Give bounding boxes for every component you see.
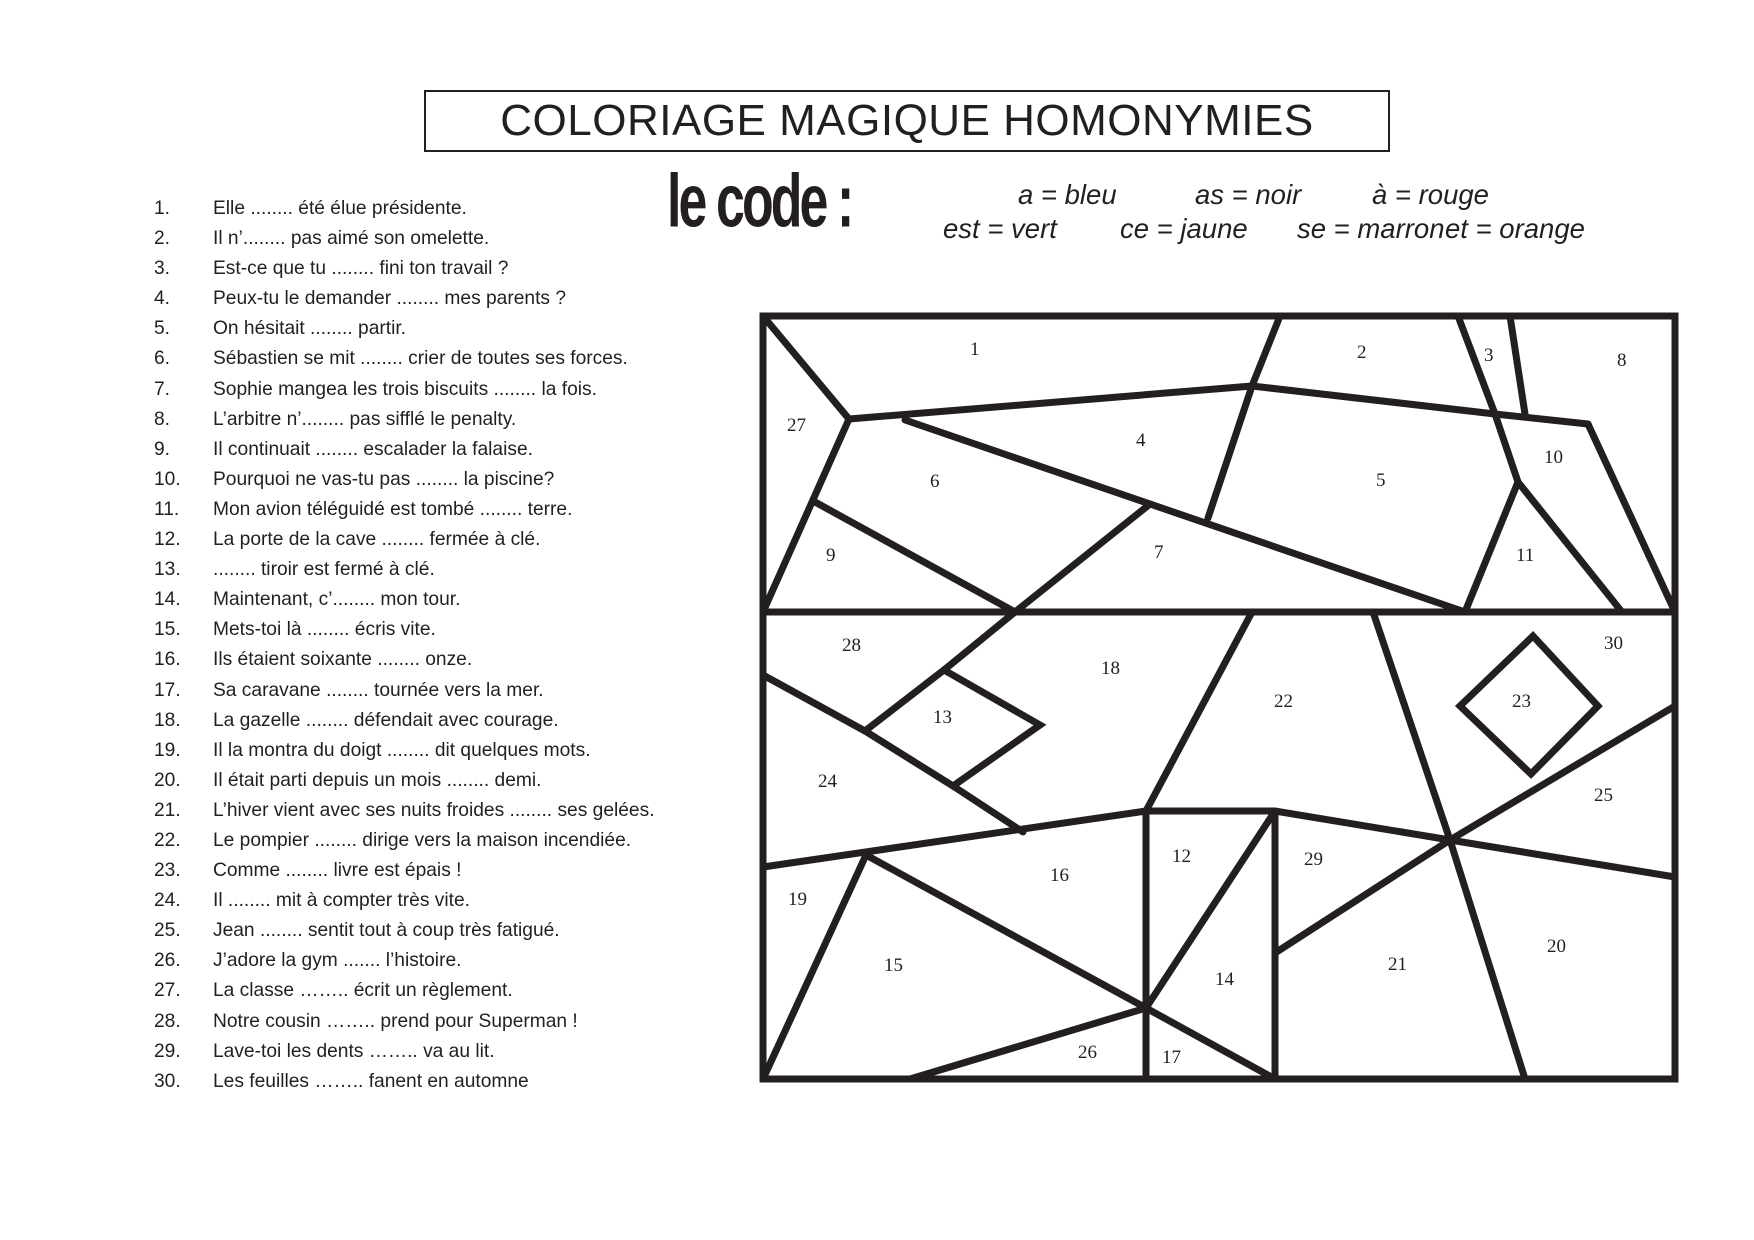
question-number: 6. — [154, 348, 171, 370]
line — [1146, 1008, 1275, 1079]
region-number: 30 — [1604, 633, 1623, 654]
question-number: 13. — [154, 559, 181, 581]
line — [905, 420, 1465, 612]
region-number: 1 — [970, 339, 980, 360]
line — [1252, 386, 1495, 414]
question-number: 20. — [154, 769, 181, 791]
region-number: 11 — [1516, 545, 1535, 566]
question-text: Mets-toi là ........ écris vite. — [213, 619, 436, 641]
question-number: 19. — [154, 739, 181, 761]
legend-item: as = noir — [1195, 179, 1302, 210]
question-number: 14. — [154, 589, 181, 611]
legend-item: ce = jaune — [1120, 213, 1248, 244]
line — [866, 855, 1146, 1008]
question-text: Il était parti depuis un mois ........ demi. — [213, 769, 542, 791]
region-number: 14 — [1215, 969, 1234, 990]
legend-item: a = bleu — [1018, 179, 1117, 210]
line — [1275, 840, 1450, 953]
question-text: Ils étaient soixante ........ onze. — [213, 649, 473, 671]
line — [763, 855, 866, 1079]
region-number: 24 — [818, 771, 837, 792]
question-number: 16. — [154, 649, 181, 671]
question-number: 28. — [154, 1010, 181, 1032]
region-number: 12 — [1172, 846, 1191, 867]
line — [1208, 386, 1252, 518]
question-text: Sophie mangea les trois biscuits ........ la fois. — [213, 378, 597, 400]
question-text: On hésitait ........ partir. — [213, 318, 407, 340]
region-number: 29 — [1304, 849, 1323, 870]
question-number: 11. — [154, 498, 180, 520]
region-number: 2 — [1357, 342, 1367, 363]
question-number: 29. — [154, 1040, 181, 1062]
question-text: Sa caravane ........ tournée vers la mer. — [213, 679, 544, 701]
line — [910, 1008, 1146, 1079]
question-number: 12. — [154, 529, 181, 551]
question-text: La porte de la cave ........ fermée à clé. — [213, 529, 541, 551]
question-text: Elle ........ été élue présidente. — [213, 198, 467, 219]
question-text: Comme ........ livre est épais ! — [213, 860, 462, 882]
region-number: 15 — [884, 955, 903, 976]
line — [1495, 414, 1588, 424]
question-text: Le pompier ........ dirige vers la maison incendiée. — [213, 829, 632, 851]
region-number: 6 — [930, 471, 940, 492]
line — [763, 811, 1146, 867]
region-number: 22 — [1274, 691, 1293, 712]
question-number: 24. — [154, 890, 181, 912]
region-number: 23 — [1512, 691, 1531, 712]
question-number: 30. — [154, 1070, 181, 1092]
question-text: J’adore la gym ....... l’histoire. — [213, 950, 462, 972]
question-number: 2. — [154, 228, 171, 250]
question-number: 23. — [154, 860, 181, 882]
region-number: 8 — [1617, 350, 1627, 371]
line — [1146, 811, 1275, 1008]
line — [1510, 316, 1525, 414]
region-number: 9 — [826, 545, 836, 566]
region-number: 28 — [842, 635, 861, 656]
legend-item: et = orange — [1445, 213, 1585, 244]
region-number: 27 — [787, 415, 806, 436]
line — [815, 502, 1015, 612]
question-text: Sébastien se mit ........ crier de toutes ses forces. — [213, 348, 628, 370]
question-number: 5. — [154, 318, 171, 340]
line — [1146, 612, 1252, 811]
code-title: le code : — [667, 159, 852, 244]
question-number: 4. — [154, 288, 171, 310]
line — [944, 612, 1015, 670]
page-title: COLORIAGE MAGIQUE HOMONYMIES — [500, 96, 1314, 145]
line — [1465, 482, 1518, 612]
line — [1373, 612, 1450, 840]
question-text: Il n’........ pas aimé son omelette. — [213, 228, 490, 250]
region-number: 26 — [1078, 1042, 1097, 1063]
question-text: Pourquoi ne vas-tu pas ........ la piscine? — [213, 468, 555, 490]
legend-item: à = rouge — [1372, 179, 1489, 210]
region-number: 25 — [1594, 785, 1613, 806]
question-number: 21. — [154, 799, 181, 821]
question-text: Jean ........ sentit tout à coup très fatigué. — [213, 920, 560, 942]
region-number: 5 — [1376, 470, 1386, 491]
line — [1252, 316, 1280, 386]
question-text: L’arbitre n’........ pas sifflé le penalty. — [213, 408, 517, 430]
question-text: L’hiver vient avec ses nuits froides ........ ses gelées. — [213, 799, 655, 821]
question-text: Notre cousin …….. prend pour Superman ! — [213, 1010, 578, 1032]
region-number: 7 — [1154, 542, 1164, 563]
question-text: Est-ce que tu ........ fini ton travail ? — [213, 258, 509, 280]
region-number: 3 — [1484, 345, 1494, 366]
question-number: 8. — [154, 408, 171, 430]
question-number: 15. — [154, 619, 181, 641]
question-text: Mon avion téléguidé est tombé ........ terre. — [213, 498, 573, 520]
question-number: 25. — [154, 920, 181, 942]
question-number: 22. — [154, 829, 181, 851]
question-text: La gazelle ........ défendait avec courage. — [213, 709, 559, 731]
region-number: 16 — [1050, 865, 1069, 886]
line — [1450, 840, 1525, 1079]
diamond-13 — [865, 670, 1040, 786]
region-number: 19 — [788, 889, 807, 910]
question-text: Maintenant, c’........ mon tour. — [213, 589, 461, 611]
region-number: 10 — [1544, 447, 1563, 468]
region-number: 4 — [1136, 430, 1146, 451]
question-text: Lave-toi les dents …….. va au lit. — [213, 1040, 495, 1062]
line — [953, 786, 1023, 832]
question-number: 17. — [154, 679, 181, 701]
region-number: 18 — [1101, 658, 1120, 679]
question-text: Il continuait ........ escalader la falaise. — [213, 438, 533, 460]
line — [763, 316, 849, 419]
line — [849, 386, 1252, 419]
question-text: Il ........ mit à compter très vite. — [213, 890, 470, 912]
question-number: 26. — [154, 950, 181, 972]
legend-item: se = marron — [1297, 213, 1445, 244]
question-number: 9. — [154, 438, 171, 460]
question-number: 10. — [154, 468, 181, 490]
question-text: ........ tiroir est fermé à clé. — [213, 559, 435, 581]
region-number: 17 — [1162, 1047, 1181, 1068]
legend-item: est = vert — [943, 213, 1057, 244]
question-number: 3. — [154, 258, 171, 280]
line — [763, 675, 865, 731]
question-text: Les feuilles …….. fanent en automne — [213, 1070, 529, 1092]
question-text: Peux-tu le demander ........ mes parents ? — [213, 288, 567, 310]
question-number: 27. — [154, 980, 181, 1002]
question-text: Il la montra du doigt ........ dit quelques mots. — [213, 739, 591, 761]
line — [1015, 504, 1150, 612]
question-number: 7. — [154, 378, 171, 400]
region-number: 21 — [1388, 954, 1407, 975]
question-number: 1. — [154, 198, 171, 219]
region-number: 13 — [933, 707, 952, 728]
line — [1495, 414, 1518, 482]
question-text: La classe …….. écrit un règlement. — [213, 980, 513, 1002]
region-number: 20 — [1547, 936, 1566, 957]
question-number: 18. — [154, 709, 181, 731]
